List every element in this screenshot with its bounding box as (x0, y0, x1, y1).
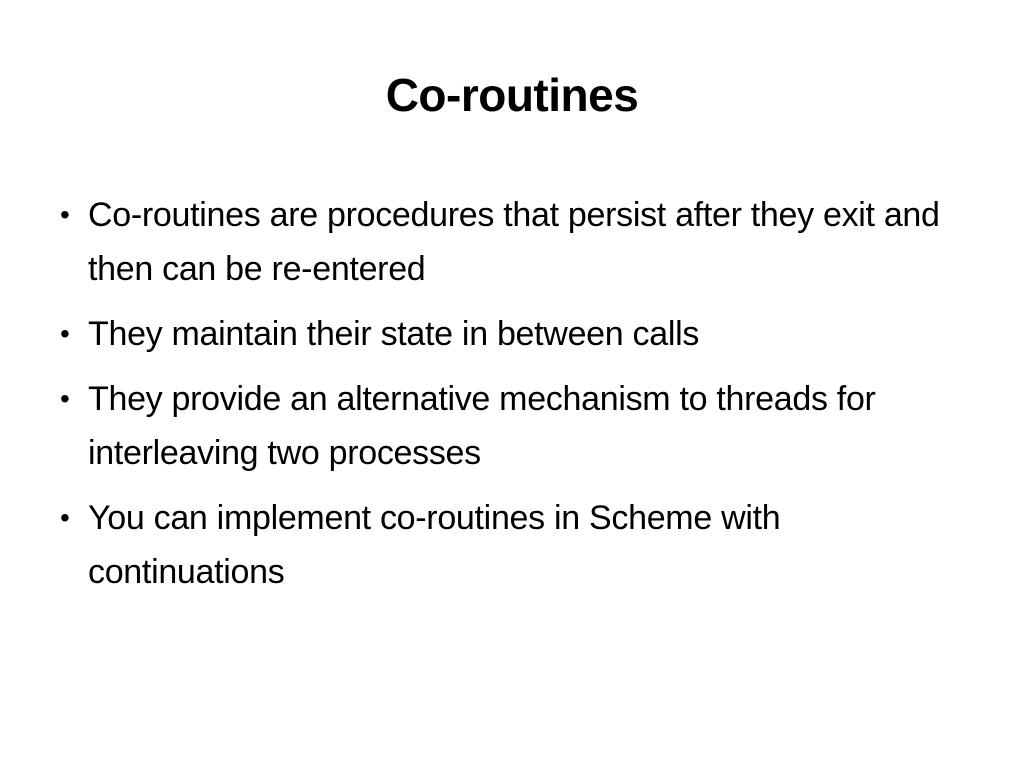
bullet-text: You can implement co-routines in Scheme with continuations (88, 499, 781, 591)
bullet-icon: • (60, 199, 70, 230)
bullet-text: Co-routines are procedures that persist after they exit and then can be re-entered (88, 196, 940, 288)
bullet-list (60, 188, 980, 610)
bullet-item (60, 372, 980, 480)
bullet-icon: • (60, 502, 70, 533)
bullet-item (60, 188, 980, 296)
bullet-icon: • (60, 383, 70, 414)
bullet-icon: • (60, 318, 70, 349)
slide-title: Co-routines (385, 69, 639, 121)
bullet-item (60, 307, 980, 361)
bullet-text: They maintain their state in between calls (88, 315, 700, 353)
bullet-text: They provide an alternative mechanism to threads for interleaving two processes (88, 380, 876, 472)
bullet-item (60, 491, 980, 599)
